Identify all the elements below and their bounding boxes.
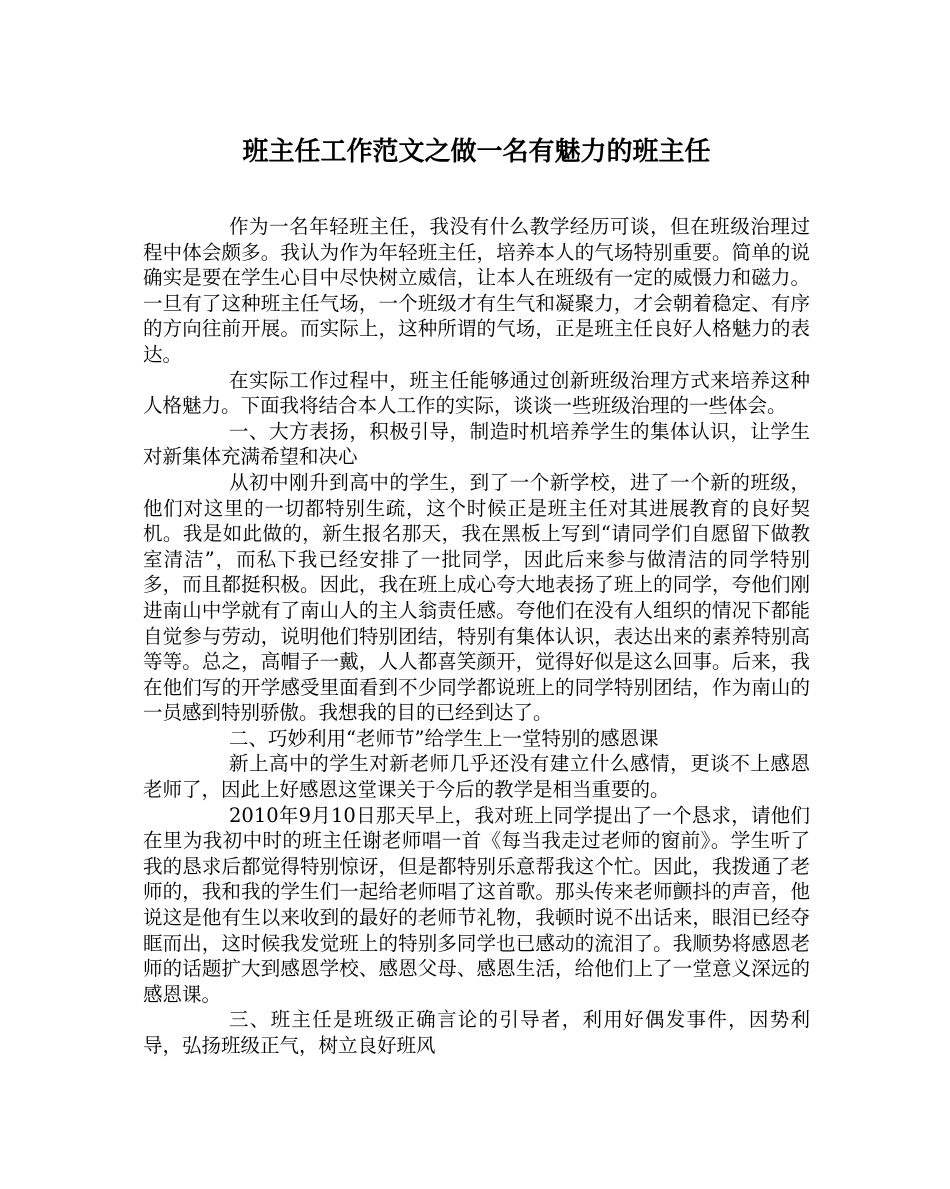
paragraph-1: 作为一名年轻班主任，我没有什么教学经历可谈，但在班级治理过程中体会颇多。我认为作为年轻班主任，培养本人的气场特别重要。简单的说确实是要在学生心目中尽快树立威信，让本人在班级有一定的威慑力和磁力。一旦有了这种班主任气场，一个班级才有生气和凝聚力，才会朝着稳定、有序的方向往前开展。而实际上，这种所谓的气场，正是班主任良好人格魅力的表达。 xyxy=(143,215,810,366)
paragraph-2: 在实际工作过程中，班主任能够通过创新班级治理方式来培养这种人格魅力。下面我将结合本人工作的实际，谈谈一些班级治理的一些体会。 xyxy=(143,368,810,418)
section-heading-1: 一、大方表扬，积极引导，制造时机培养学生的集体认识，让学生对新集体充满希望和决心 xyxy=(143,419,810,469)
document-title: 班主任工作范文之做一名有魅力的班主任 xyxy=(242,137,711,167)
paragraph-3: 从初中刚升到高中的学生，到了一个新学校，进了一个新的班级，他们对这里的一切都特别生疏，这个时候正是班主任对其进展教育的良好契机。我是如此做的，新生报名那天，我在黑板上写到“请同学们自愿留下做教室清洁”，而私下我已经安排了一批同学，因此后来参与做清洁的同学特别多，而且都挺积极。因此，我在班上成心夸大地表扬了班上的同学，夸他们刚进南山中学就有了南山人的主人翁责任感。夸他们在没有人组织的情况下都能自觉参与劳动，说明他们特别团结，特别有集体认识，表达出来的素养特别高等等。总之，高帽子一戴，人人都喜笑颜开，觉得好似是这么回事。后来，我在他们写的开学感受里面看到不少同学都说班上的同学特别团结，作为南山的一员感到特别骄傲。我想我的目的已经到达了。 xyxy=(143,470,810,725)
section-heading-2: 二、巧妙利用“老师节”给学生上一堂特别的感恩课 xyxy=(229,726,659,750)
paragraph-5: 2010年9月10日那天早上，我对班上同学提出了一个恳求，请他们在里为我初中时的班主任谢老师唱一首《每当我走过老师的窗前》。学生听了我的恳求后都觉得特别惊讶，但是都特别乐意帮我这个忙。因此，我拨通了老师的，我和我的学生们一起给老师唱了这首歌。那头传来老师颤抖的声音，他说这是他有生以来收到的最好的老师节礼物，我顿时说不出话来，眼泪已经夺眶而出，这时候我发觉班上的特别多同学也已感动的流泪了。我顺势将感恩老师的话题扩大到感恩学校、感恩父母、感恩生活，给他们上了一堂意义深远的感恩课。 xyxy=(143,803,810,1006)
paragraph-4: 新上高中的学生对新老师几乎还没有建立什么感情，更谈不上感恩老师了，因此上好感恩这堂课关于今后的教学是相当重要的。 xyxy=(143,752,810,802)
document-body xyxy=(143,214,810,1059)
document-page xyxy=(143,132,810,1059)
section-heading-3: 三、班主任是班级正确言论的引导者，利用好偶发事件，因势利导，弘扬班级正气，树立良好班风 xyxy=(143,1008,810,1057)
